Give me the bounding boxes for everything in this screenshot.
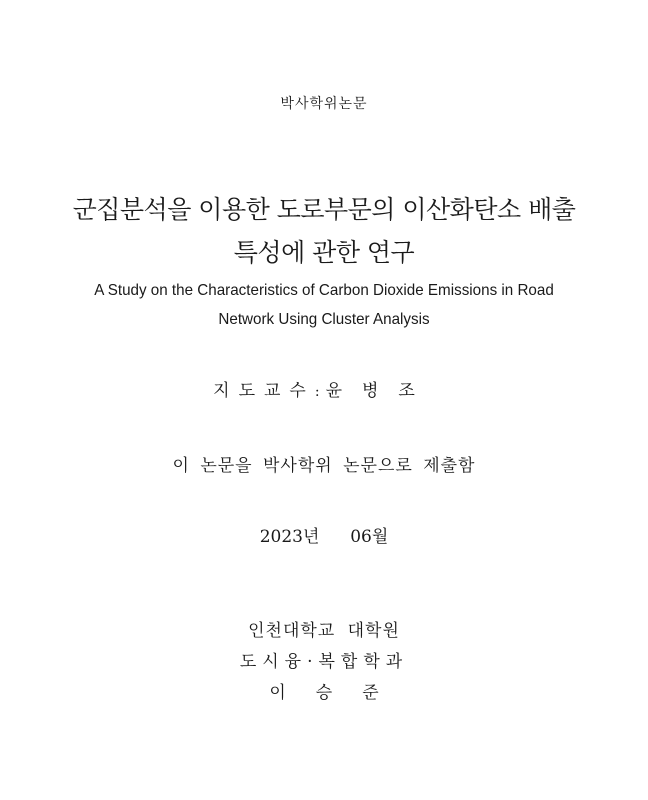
advisor-separator: : [314, 384, 320, 400]
korean-title-line-1: 군집분석을 이용한 도로부문의 이산화탄소 배출 [72, 195, 576, 224]
department-name: 도시융·복합학과 [239, 652, 409, 672]
university-name: 인천대학교 대학원 [248, 621, 400, 641]
submission-date: 2023년 06월 [259, 527, 389, 547]
degree-type: 박사학위논문 [280, 96, 368, 112]
english-title-line-1: A Study on the Characteristics of Carbon Dioxide Emissions in Road [94, 282, 554, 299]
advisor-name: 윤병조 [325, 381, 435, 401]
advisor-line [0, 376, 648, 401]
advisor-label: 지도교수 [213, 381, 315, 401]
english-title-line-2: Network Using Cluster Analysis [218, 311, 430, 328]
korean-title-line-2: 특성에 관한 연구 [233, 238, 415, 267]
author-name: 이승준 [269, 683, 409, 703]
submission-statement: 이 논문을 박사학위 논문으로 제출함 [172, 456, 476, 476]
